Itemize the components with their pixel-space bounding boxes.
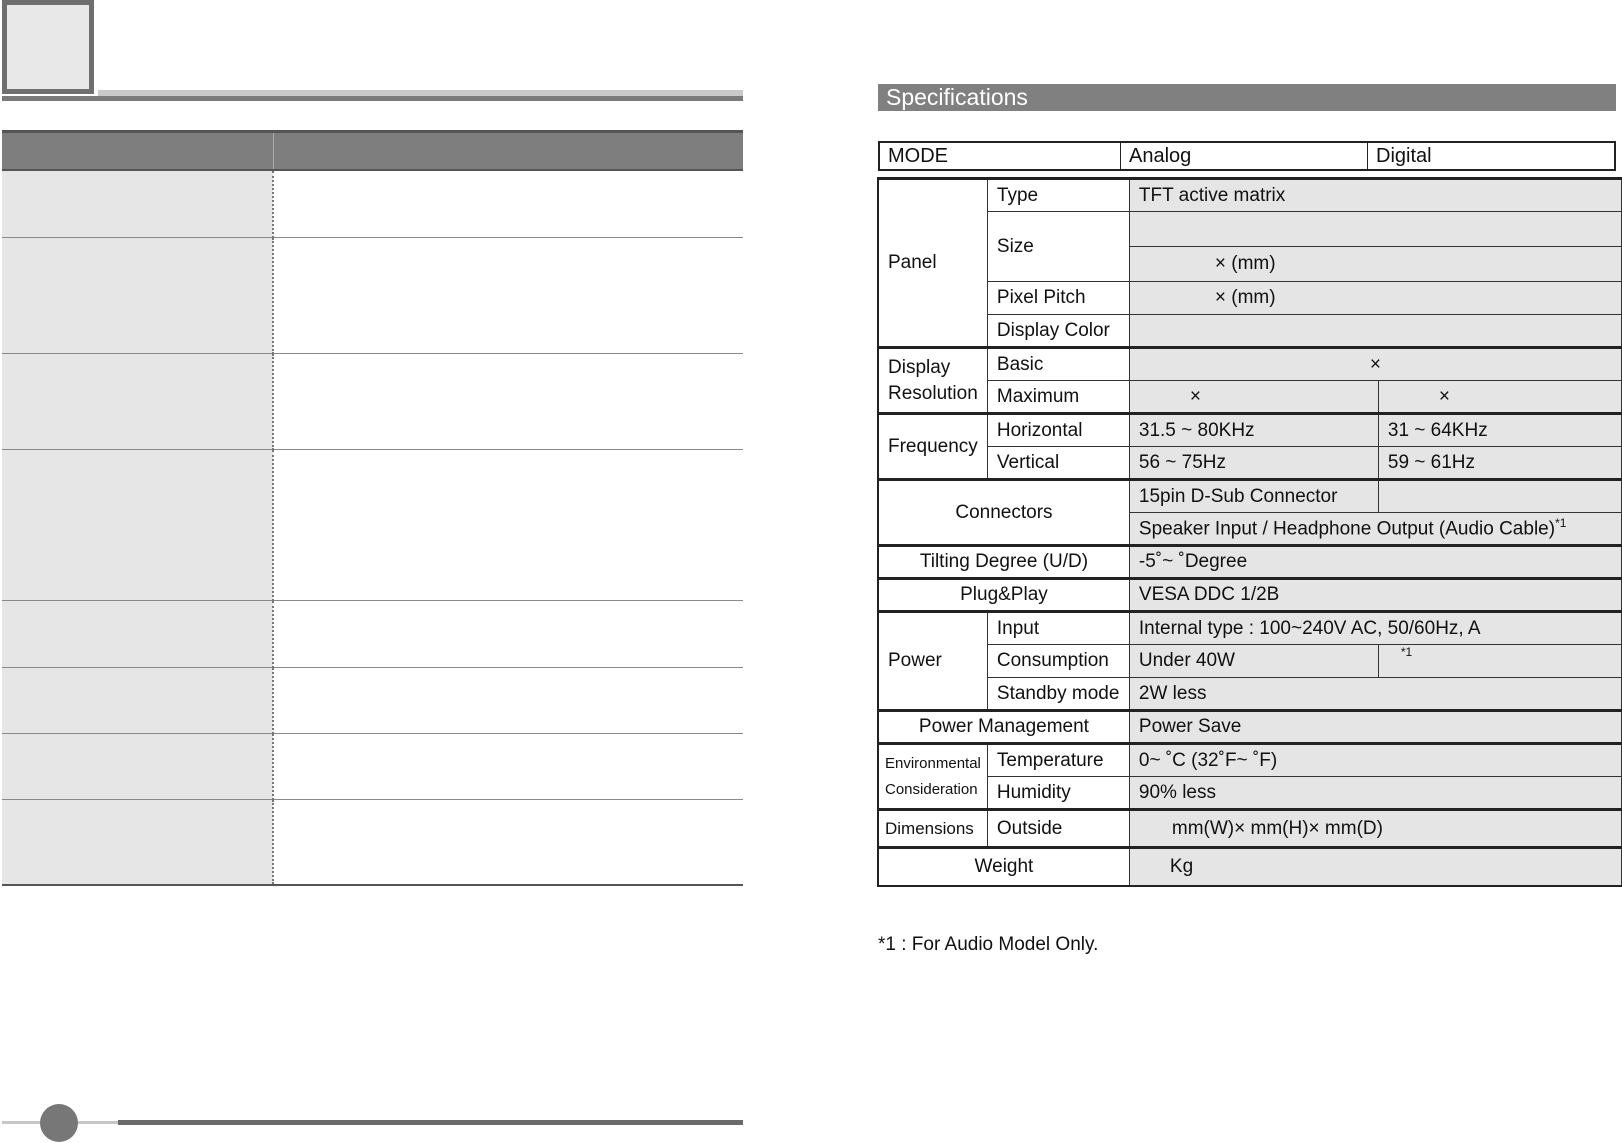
spec-row-pixel-pitch	[878, 282, 1622, 315]
spec-row-type	[878, 179, 1622, 212]
spec-row-vertical	[878, 447, 1622, 480]
pixel-pitch-label: Pixel Pitch	[987, 282, 1129, 315]
table-row	[2, 600, 743, 667]
type-label: Type	[987, 179, 1129, 212]
display-resolution-group-label	[878, 348, 987, 414]
connectors-label: Connectors	[878, 480, 1129, 546]
display-color-value	[1129, 315, 1621, 348]
horizontal-digital-value: 31 ~ 64KHz	[1378, 414, 1621, 447]
outside-value: mm(W)× mm(H)× mm(D)	[1129, 810, 1621, 848]
spec-row-size	[878, 212, 1622, 247]
chapter-number-box	[2, 0, 94, 94]
spec-row-humidity	[878, 777, 1622, 810]
tilting-value: -5˚~ ˚Degree	[1129, 546, 1621, 579]
table-row	[2, 449, 743, 600]
temperature-label: Temperature	[987, 744, 1129, 777]
consumption-label: Consumption	[987, 645, 1129, 678]
spec-row-horizontal	[878, 414, 1622, 447]
maximum-digital-value: ×	[1378, 381, 1621, 414]
type-value: TFT active matrix	[1129, 179, 1621, 212]
size-value: × (mm)	[1129, 247, 1621, 282]
plug-play-label: Plug&Play	[878, 579, 1129, 612]
footer-rule	[118, 1120, 743, 1125]
power-group-label: Power	[878, 612, 987, 711]
panel-group-label: Panel	[878, 179, 987, 348]
spec-table	[877, 177, 1622, 887]
display-color-label: Display Color	[987, 315, 1129, 348]
temperature-value: 0~ ˚C (32˚F~ ˚F)	[1129, 744, 1621, 777]
horizontal-analog-value: 31.5 ~ 80KHz	[1129, 414, 1378, 447]
connectors-audio-value	[1129, 513, 1621, 546]
table-row	[2, 667, 743, 733]
horizontal-label: Horizontal	[987, 414, 1129, 447]
environmental-group-label	[878, 744, 987, 810]
table-row	[2, 170, 743, 237]
spec-row-plug-play	[878, 579, 1622, 612]
digital-label: Digital	[1368, 142, 1616, 170]
weight-value: Kg	[1129, 848, 1621, 886]
analog-label: Analog	[1121, 142, 1368, 170]
environmental-line1: Environmental	[885, 754, 981, 772]
weight-label: Weight	[878, 848, 1129, 886]
spec-row-input	[878, 612, 1622, 645]
table-row	[2, 799, 743, 885]
input-value: Internal type : 100~240V AC, 50/60Hz, A	[1129, 612, 1621, 645]
table-row	[2, 733, 743, 799]
mode-row	[879, 142, 1615, 170]
consumption-note-cell	[1378, 645, 1621, 678]
mode-header-table	[878, 141, 1616, 171]
spec-row-consumption	[878, 645, 1622, 678]
connectors-digital-value	[1378, 480, 1621, 513]
maximum-analog-value: ×	[1129, 381, 1378, 414]
dimensions-group-label: Dimensions	[878, 810, 987, 848]
basic-label: Basic	[987, 348, 1129, 381]
spec-row-standby	[878, 678, 1622, 711]
power-management-value: Power Save	[1129, 711, 1621, 744]
left-table-header	[2, 132, 743, 171]
vertical-analog-value: 56 ~ 75Hz	[1129, 447, 1378, 480]
spec-row-weight	[878, 848, 1622, 886]
spec-row-temperature	[878, 744, 1622, 777]
connectors-audio-note: *1	[1555, 516, 1567, 531]
environmental-line2: Consideration	[885, 780, 978, 798]
basic-value: ×	[1129, 348, 1621, 381]
table-row	[2, 237, 743, 353]
plug-play-value: VESA DDC 1/2B	[1129, 579, 1621, 612]
mode-label: MODE	[879, 142, 1121, 170]
footnote: *1 : For Audio Model Only.	[878, 934, 1099, 955]
input-label: Input	[987, 612, 1129, 645]
spec-row-connectors	[878, 480, 1622, 513]
vertical-digital-value: 59 ~ 61Hz	[1378, 447, 1621, 480]
spec-row-tilting	[878, 546, 1622, 579]
vertical-label: Vertical	[987, 447, 1129, 480]
connectors-dsub-value: 15pin D-Sub Connector	[1129, 480, 1378, 513]
connectors-audio-text: Speaker Input / Headphone Output (Audio Cable)	[1138, 518, 1556, 540]
header-rule	[2, 96, 743, 101]
left-feature-table	[2, 130, 743, 886]
pixel-pitch-value: × (mm)	[1129, 282, 1621, 315]
spec-row-basic	[878, 348, 1622, 381]
humidity-value: 90% less	[1129, 777, 1621, 810]
specifications-title: Specifications	[878, 84, 1616, 111]
standby-value: 2W less	[1129, 678, 1621, 711]
power-management-label: Power Management	[878, 711, 1129, 744]
standby-label: Standby mode	[987, 678, 1129, 711]
table-row	[2, 353, 743, 449]
humidity-label: Humidity	[987, 777, 1129, 810]
display-resolution-line1: Display	[888, 356, 951, 378]
consumption-note: *1	[1400, 645, 1413, 659]
frequency-group-label: Frequency	[878, 414, 987, 480]
maximum-label: Maximum	[987, 381, 1129, 414]
consumption-value: Under 40W	[1129, 645, 1378, 678]
spec-row-display-color	[878, 315, 1622, 348]
page-number-dot	[40, 1104, 78, 1142]
spec-row-maximum	[878, 381, 1622, 414]
size-label: Size	[987, 212, 1129, 282]
tilting-label: Tilting Degree (U/D)	[878, 546, 1129, 579]
outside-label: Outside	[987, 810, 1129, 848]
spec-row-dimensions	[878, 810, 1622, 848]
display-resolution-line2: Resolution	[888, 382, 978, 404]
spec-row-power-management	[878, 711, 1622, 744]
size-value-top	[1129, 212, 1621, 247]
